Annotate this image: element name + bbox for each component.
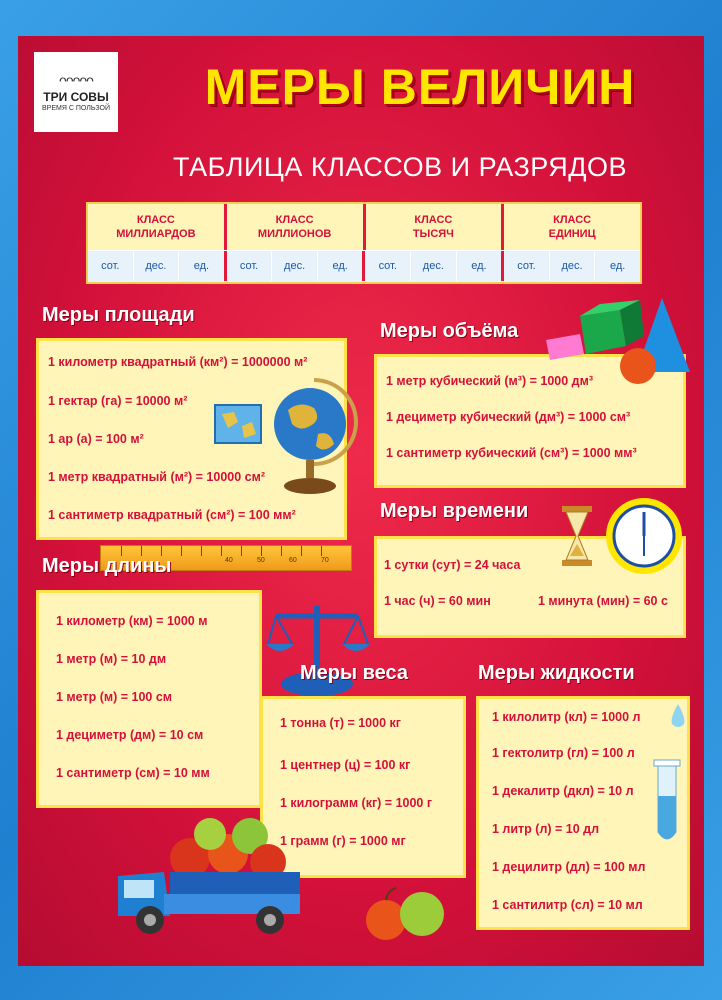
liquid-row: 1 килолитр (кл) = 1000 л bbox=[492, 710, 641, 724]
weight-row: 1 тонна (т) = 1000 кг bbox=[280, 716, 401, 730]
logo-name: ТРИ СОВЫ bbox=[43, 90, 109, 104]
ruler-label: 60 bbox=[289, 557, 297, 564]
owls-icon: ᴖᴖᴖᴖᴖ bbox=[59, 72, 93, 88]
digit-cell: сот. bbox=[365, 251, 411, 281]
digit-cell: сот. bbox=[227, 251, 273, 281]
volume-row: 1 дециметр кубический (дм³) = 1000 см³ bbox=[386, 410, 631, 424]
digit-cell: дес. bbox=[272, 251, 318, 281]
clock-icon bbox=[560, 496, 690, 586]
class-label: КЛАСС bbox=[553, 214, 592, 226]
class-head bbox=[366, 204, 505, 250]
liquid-row: 1 децилитр (дл) = 100 мл bbox=[492, 860, 646, 874]
volume-title: Меры объёма bbox=[380, 320, 519, 342]
length-row: 1 дециметр (дм) = 10 см bbox=[56, 728, 204, 742]
time-row: 1 сутки (сут) = 24 часа bbox=[384, 558, 521, 572]
liquid-row: 1 сантилитр (сл) = 10 мл bbox=[492, 898, 643, 912]
weight-row: 1 килограмм (кг) = 1000 г bbox=[280, 796, 433, 810]
liquid-row: 1 гектолитр (гл) = 100 л bbox=[492, 746, 635, 760]
digit-cell: дес. bbox=[411, 251, 457, 281]
area-title: Меры площади bbox=[42, 304, 195, 326]
digit-cell: ед. bbox=[318, 251, 366, 281]
weight-title: Меры веса bbox=[300, 662, 409, 684]
ruler-label: 50 bbox=[257, 557, 265, 564]
test-tube-icon bbox=[648, 700, 688, 850]
apples-icon bbox=[362, 880, 448, 950]
logo-tagline: ВРЕМЯ С ПОЛЬЗОЙ bbox=[42, 105, 110, 112]
class-label: КЛАСС bbox=[136, 214, 175, 226]
length-row: 1 сантиметр (см) = 10 мм bbox=[56, 766, 210, 780]
class-name: МИЛЛИАРДОВ bbox=[116, 228, 196, 240]
digit-cell: сот. bbox=[504, 251, 550, 281]
ruler-label: 40 bbox=[225, 557, 233, 564]
digit-cell: сот. bbox=[88, 251, 134, 281]
volume-row: 1 сантиметр кубический (см³) = 1000 мм³ bbox=[386, 446, 637, 460]
digit-cell: ед. bbox=[457, 251, 505, 281]
class-name: МИЛЛИОНОВ bbox=[257, 228, 332, 240]
poster-title: МЕРЫ ВЕЛИЧИН bbox=[204, 59, 636, 115]
time-title: Меры времени bbox=[380, 500, 529, 522]
digit-cell: ед. bbox=[179, 251, 227, 281]
geometric-shapes-icon bbox=[540, 296, 700, 390]
map-square-icon bbox=[214, 404, 262, 444]
area-row: 1 ар (а) = 100 м² bbox=[48, 432, 144, 446]
class-head bbox=[88, 204, 227, 250]
class-name: ЕДИНИЦ bbox=[548, 228, 596, 240]
length-row: 1 метр (м) = 10 дм bbox=[56, 652, 167, 666]
time-row: 1 минута (мин) = 60 с bbox=[538, 594, 668, 608]
area-row: 1 метр квадратный (м²) = 10000 см² bbox=[48, 470, 266, 484]
area-row: 1 гектар (га) = 10000 м² bbox=[48, 394, 188, 408]
scales-icon bbox=[262, 600, 372, 700]
weight-row: 1 грамм (г) = 1000 мг bbox=[280, 834, 406, 848]
volume-row: 1 метр кубический (м³) = 1000 дм³ bbox=[386, 374, 594, 388]
ruler-label: 70 bbox=[321, 557, 329, 564]
length-row: 1 метр (м) = 100 см bbox=[56, 690, 173, 704]
class-head bbox=[227, 204, 366, 250]
digits-row bbox=[88, 251, 640, 281]
liquid-title: Меры жидкости bbox=[478, 662, 635, 684]
length-row: 1 километр (км) = 1000 м bbox=[56, 614, 208, 628]
digit-cell: дес. bbox=[134, 251, 180, 281]
time-row: 1 час (ч) = 60 мин bbox=[384, 594, 491, 608]
truck-with-apples-icon bbox=[110, 816, 310, 936]
classes-table bbox=[86, 202, 642, 284]
classes-header-row bbox=[88, 204, 640, 251]
liquid-row: 1 литр (л) = 10 дл bbox=[492, 822, 600, 836]
class-label: КЛАСС bbox=[414, 214, 453, 226]
class-name: ТЫСЯЧ bbox=[412, 228, 454, 240]
globe-icon bbox=[270, 374, 358, 500]
weight-row: 1 центнер (ц) = 100 кг bbox=[280, 758, 411, 772]
area-row: 1 километр квадратный (км²) = 1000000 м² bbox=[48, 355, 308, 369]
publisher-logo bbox=[34, 52, 118, 132]
poster-subtitle: ТАБЛИЦА КЛАССОВ И РАЗРЯДОВ bbox=[172, 152, 628, 182]
digit-cell: дес. bbox=[550, 251, 596, 281]
class-label: КЛАСС bbox=[275, 214, 314, 226]
length-title: Меры длины bbox=[42, 555, 172, 577]
digit-cell: ед. bbox=[595, 251, 640, 281]
class-head bbox=[504, 204, 640, 250]
area-row: 1 сантиметр квадратный (см²) = 100 мм² bbox=[48, 508, 296, 522]
liquid-row: 1 декалитр (дкл) = 10 л bbox=[492, 784, 634, 798]
